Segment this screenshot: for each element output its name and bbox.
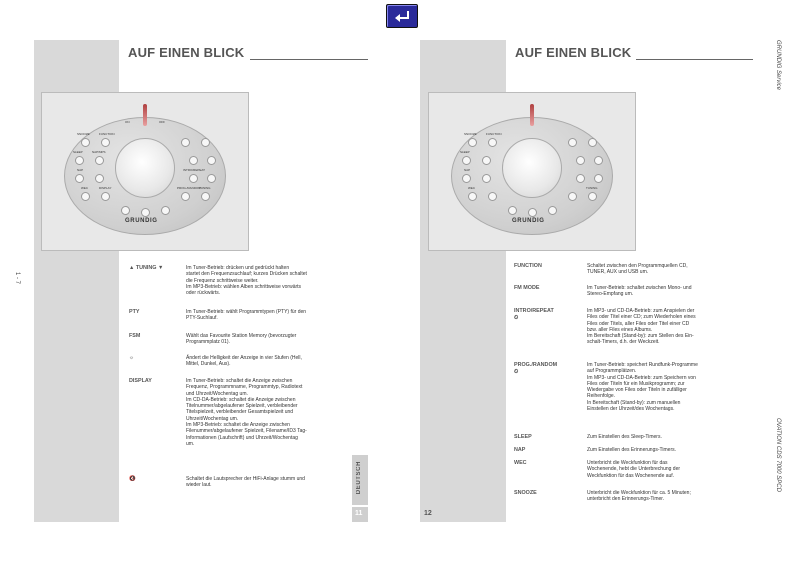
desc-line: Weckfunktion für das Wochenende auf. xyxy=(587,472,675,479)
sleep-label: SLEEP xyxy=(73,150,83,154)
term-pty: PTY xyxy=(129,309,140,315)
wec-label: WEC xyxy=(81,186,88,190)
desc-wec xyxy=(587,460,757,479)
remote-button xyxy=(462,156,471,165)
prog-label: PROG./RANDOM xyxy=(177,186,201,190)
desc-brightness xyxy=(186,355,356,368)
remote-button xyxy=(161,206,170,215)
intro-label: INTRO/REPEAT xyxy=(183,168,205,172)
term-wec: WEC xyxy=(514,460,527,466)
desc-line: schalt-Timers, d.h. der Weckzeit. xyxy=(587,339,660,346)
jog-dial xyxy=(115,138,175,198)
remote-button xyxy=(576,156,585,165)
back-button[interactable] xyxy=(386,4,418,28)
desc-line: TUNER, AUX und USB um. xyxy=(587,269,649,276)
desc-line: Files oder Titels, aller Files oder Titel einer CD xyxy=(587,320,690,327)
desc-display xyxy=(186,378,356,447)
desc-pty xyxy=(186,309,356,322)
desc-intro-repeat xyxy=(587,308,757,346)
desc-line: oder rückwärts. xyxy=(186,290,221,297)
desc-line: Unterbricht die Weckfunktion für das xyxy=(587,460,668,466)
term-sleep: SLEEP xyxy=(514,434,532,440)
remote-button xyxy=(508,206,517,215)
desc-line: Stereo-Empfang um. xyxy=(587,291,634,298)
desc-line: um. xyxy=(186,440,195,447)
brand-logo: GRUNDIG xyxy=(512,218,545,224)
term-snooze: SNOOZE xyxy=(514,490,537,496)
remote-button xyxy=(568,192,577,201)
desc-line: Im Tuner-Betrieb: speichert Rundfunk-Programme xyxy=(587,362,698,368)
remote-button xyxy=(576,174,585,183)
desc-line: unterbricht den Erinnerungs-Timer. xyxy=(587,496,665,503)
remote-button xyxy=(81,138,90,147)
remote-button xyxy=(189,174,198,183)
term-tuning: ▲ TUNING ▼ xyxy=(129,265,164,271)
remote-button xyxy=(568,138,577,147)
desc-line: Im MP3-Betrieb: wählen Alben schrittweise vorwärts xyxy=(186,283,302,290)
desc-line: Uhrzeit/Wochentag um. xyxy=(186,415,239,422)
sleep-label: SLEEP xyxy=(460,150,470,154)
desc-line: Frequenz, Programmname, Programmtyp, Radiotext xyxy=(186,384,303,391)
remote-button xyxy=(468,138,477,147)
desc-line: Zum Einstellen des Sleep-Timers. xyxy=(587,434,662,440)
left-remote-photo xyxy=(41,92,249,251)
snooze-label: SNOOZE xyxy=(77,132,90,136)
desc-line: Ändert die Helligkeit der Anzeige in vier Stufen (Hell, xyxy=(186,355,302,361)
remote-button xyxy=(462,174,471,183)
remote-button xyxy=(181,138,190,147)
service-label: GRUNDIG Service xyxy=(775,40,781,91)
remote-button xyxy=(588,192,597,201)
page-reference: 1 - 7 xyxy=(14,272,20,285)
term-fsm: FSM xyxy=(129,333,141,339)
desc-line: Im MP3- und CD-DA-Betrieb: zum Speichern von xyxy=(587,374,696,381)
desc-line: PTY-Suchlauf. xyxy=(186,315,218,322)
desc-function xyxy=(587,263,757,276)
term-function: FUNCTION xyxy=(514,263,542,269)
remote-button xyxy=(468,192,477,201)
desc-line: Im Tuner-Betrieb: schaltet die Anzeige zwischen xyxy=(186,378,293,384)
term-prog-random: PROG./RANDOM xyxy=(514,362,558,368)
desc-line: Im Tuner-Betrieb: schaltet zwischen Mono- und xyxy=(587,285,692,291)
desc-nap xyxy=(587,447,757,453)
off-label: OFF xyxy=(159,120,165,124)
nap-btn-label: NAP xyxy=(77,168,84,172)
remote-button xyxy=(588,138,597,147)
remote-button xyxy=(594,174,603,183)
model-label: OVATION CDS 7000 SPCD xyxy=(775,418,781,492)
ir-window xyxy=(530,104,534,126)
term-mute: 🔇 xyxy=(129,476,136,482)
remote-button xyxy=(121,206,130,215)
desc-line: Zum Einstellen des Erinnerungs-Timers. xyxy=(587,447,677,453)
desc-line: Im MP3- und CD-DA-Betrieb: zum Anspielen der xyxy=(587,308,695,314)
remote-body xyxy=(451,117,613,235)
on-label: ON xyxy=(125,120,130,124)
desc-line: Filenummer/abgelaufener Spielzeit, Filename/ID3 Tag- xyxy=(186,428,307,435)
desc-line: Titelnummer/abgelaufener Spielzeit, verbleibender xyxy=(186,403,298,410)
desc-line: Wählt das Favourite Station Memory (bevorzugter xyxy=(186,333,297,339)
remote-button xyxy=(482,156,491,165)
desc-line: Reihenfolge. xyxy=(587,393,616,400)
left-page-number-box xyxy=(352,507,368,522)
remote-button xyxy=(95,174,104,183)
remote-button xyxy=(207,174,216,183)
desc-line: Files oder Titeln für ein Musikprogramm; zur xyxy=(587,380,685,387)
desc-line: bzw. aller Files eines Albums. xyxy=(587,326,653,333)
desc-fm-mode xyxy=(587,285,757,298)
timer-icon: ⏲ xyxy=(514,369,519,375)
left-title-rule xyxy=(250,59,368,60)
desc-line: Wiedergabe von Files oder Titeln in zufälliger xyxy=(587,387,687,394)
desc-sleep xyxy=(587,434,757,440)
desc-line: wieder laut. xyxy=(186,482,212,489)
ir-window xyxy=(143,104,147,126)
remote-button xyxy=(201,192,210,201)
remote-button xyxy=(207,156,216,165)
desc-line: startet den Frequenzsuchlauf; kurzes Drücken schaltet xyxy=(186,271,307,278)
nap-btn-label: NAP xyxy=(464,168,471,172)
desc-line: Mittel, Dunkel, Aus). xyxy=(186,361,231,368)
remote-button xyxy=(141,208,150,217)
remote-button xyxy=(189,156,198,165)
desc-line: Files oder Titel einer CD; zum Wiederholen eines xyxy=(587,314,696,321)
desc-line: Im Bereitschaft (Stand-by): zum Stellen des Ein- xyxy=(587,333,694,340)
desc-tuning xyxy=(186,265,356,296)
term-fm-mode: FM MODE xyxy=(514,285,540,291)
wec-label: WEC xyxy=(468,186,475,190)
language-tab xyxy=(352,455,368,505)
desc-line: Wochenende, hebt die Unterbrechung der xyxy=(587,466,681,473)
desc-line: Titelspielzeit, verbleibender Gesamtspielzeit und xyxy=(186,409,294,416)
left-page-number: 11 xyxy=(355,510,363,517)
term-nap: NAP xyxy=(514,447,526,453)
tuning-label: TUNING xyxy=(586,186,598,190)
term-brightness: ☼ xyxy=(129,355,134,361)
desc-line: Im Tuner-Betrieb: wählt Programmtypen (PTY) für den xyxy=(186,309,307,315)
desc-line: Schaltet zwischen den Programmquellen CD, xyxy=(587,263,688,269)
desc-line: Einstellen der Uhrzeit/des Wochentags. xyxy=(587,406,675,413)
term-intro-repeat: INTRO/REPEAT xyxy=(514,308,554,314)
remote-button xyxy=(181,192,190,201)
desc-line: Informationen (Laufschrift) und Uhrzeit/Wochentag xyxy=(186,434,298,441)
remote-button xyxy=(482,174,491,183)
remote-button xyxy=(81,192,90,201)
remote-button xyxy=(528,208,537,217)
remote-button xyxy=(594,156,603,165)
desc-snooze xyxy=(587,490,757,503)
nap-label: NAP/MPS xyxy=(92,150,106,154)
right-page-title: AUF EINEN BLICK xyxy=(515,45,632,60)
remote-button xyxy=(488,192,497,201)
remote-body xyxy=(64,117,226,235)
remote-button xyxy=(548,206,557,215)
function-label: FUNCTION xyxy=(99,132,115,136)
return-arrow-icon xyxy=(391,8,413,24)
remote-button xyxy=(95,156,104,165)
desc-line: Schaltet die Lautsprecher der HiFi-Anlage stumm und xyxy=(186,476,305,482)
display-label: DISPLAY xyxy=(99,186,112,190)
remote-button xyxy=(488,138,497,147)
desc-line: Programmplatz 01). xyxy=(186,339,230,346)
brand-logo: GRUNDIG xyxy=(125,218,158,224)
right-remote-photo xyxy=(428,92,636,251)
desc-line: Im MP3-Betrieb: schaltet die Anzeige zwischen xyxy=(186,422,290,429)
desc-line: die Frequenz schrittweise weiter. xyxy=(186,277,259,284)
desc-fsm xyxy=(186,333,356,346)
desc-line: Im Tuner-Betrieb: drücken und gedrückt halten xyxy=(186,265,290,271)
desc-mute xyxy=(186,476,356,489)
desc-line: Unterbricht die Weckfunktion für ca. 5 Minuten; xyxy=(587,490,691,496)
function-label: FUNCTION xyxy=(486,132,502,136)
desc-line: auf Programmplätzen. xyxy=(587,368,637,375)
remote-button xyxy=(101,192,110,201)
desc-line: In Bereitschaft (Stand-by): zum manuellen xyxy=(587,399,681,406)
tuning-label: TUNING xyxy=(199,186,211,190)
left-page-title: AUF EINEN BLICK xyxy=(128,45,245,60)
right-title-rule xyxy=(636,59,753,60)
desc-prog-random xyxy=(587,362,757,412)
right-page-number: 12 xyxy=(424,510,432,517)
desc-line: und Uhrzeit/Wochentag um. xyxy=(186,390,248,397)
remote-button xyxy=(75,174,84,183)
language-label: DEUTSCH xyxy=(356,461,362,495)
remote-button xyxy=(101,138,110,147)
remote-button xyxy=(75,156,84,165)
term-display: DISPLAY xyxy=(129,378,152,384)
desc-line: Im CD-DA-Betrieb: schaltet die Anzeige zwischen xyxy=(186,396,296,403)
snooze-label: SNOOZE xyxy=(464,132,477,136)
remote-button xyxy=(201,138,210,147)
timer-icon: ⏲ xyxy=(514,315,519,321)
jog-dial xyxy=(502,138,562,198)
